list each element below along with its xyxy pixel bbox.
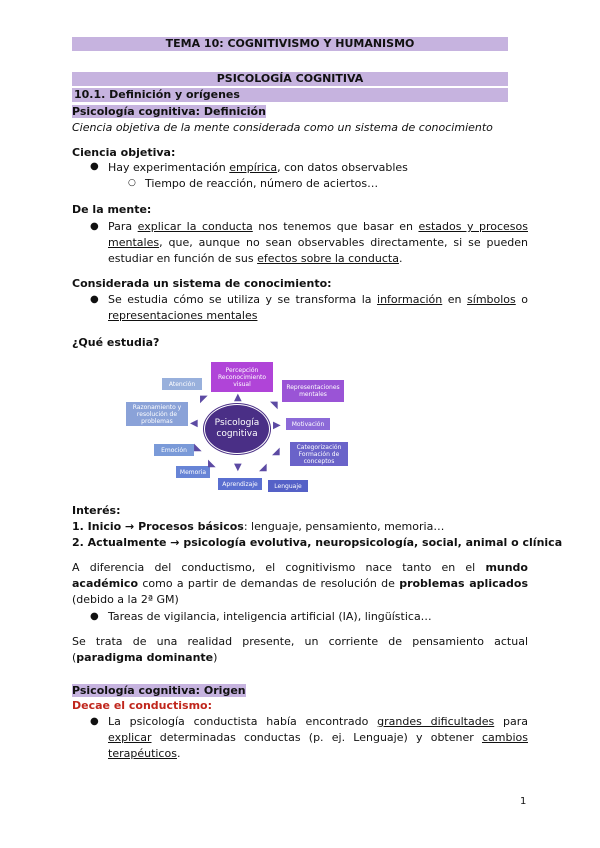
node-motivacion: Motivación (286, 418, 330, 430)
node-lenguaje: Lenguaje (268, 480, 308, 492)
arrow-up-left-icon: ◤ (200, 394, 208, 405)
node-razonamiento: Razonamiento y resolución de problemas (126, 402, 188, 426)
origen-paragraph: La psicología conductista había encontrado grandes dificultades para explicar determinadas conductas (p. ej. Lenguaje) y obtener cambios terapéuticos. (108, 715, 529, 760)
topic-title-bar: TEMA 10: COGNITIVISMO Y HUMANISMO (72, 37, 508, 51)
section-title-bar: PSICOLOGÍA COGNITIVA (72, 72, 508, 86)
mente-paragraph: Para explicar la conducta nos tenemos que basar en estados y procesos mentales, que, aunque no sean observables directamente, si se pueden estudiar en función de sus efectos sobre la conducta. (108, 220, 528, 265)
que-estudia-heading: ¿Qué estudia? (72, 336, 160, 349)
diferencia-bullet: Tareas de vigilancia, inteligencia artificial (IA), lingüística… (108, 610, 432, 623)
sistema-heading: Considerada un sistema de conocimiento: (72, 277, 332, 290)
bullet-icon: ● (90, 294, 99, 305)
diagram-center-node: Psicología cognitiva (204, 404, 270, 454)
diferencia-paragraph: A diferencia del conductismo, el cognitivismo nace tanto en el mundo académico como a partir de demandas de resolución de problemas aplicados (debido a la 2ª GM) (72, 561, 529, 606)
ciencia-bullet: Hay experimentación empírica, con datos observables (108, 161, 408, 174)
ciencia-sub-bullet: Tiempo de reacción, número de aciertos… (145, 177, 379, 190)
page-number: 1 (520, 796, 527, 807)
subsection-heading: 10.1. Definición y orígenes (72, 88, 508, 102)
node-representaciones: Representaciones mentales (282, 380, 344, 402)
mente-heading: De la mente: (72, 203, 152, 216)
arrow-down-left-icon: ◣ (194, 442, 202, 453)
definition-text: Ciencia objetiva de la mente considerada como un sistema de conocimiento (72, 121, 493, 134)
node-categorizacion: Categorización Formación de conceptos (290, 442, 348, 466)
definition-heading: Psicología cognitiva: Definición (72, 105, 266, 118)
bullet-icon: ● (90, 611, 99, 622)
arrow-right-icon: ▶ (273, 420, 281, 431)
bullet-icon: ● (90, 716, 99, 727)
interes-line-2: 2. Actualmente → psicología evolutiva, neuropsicología, social, animal o clínica (72, 536, 563, 549)
arrow-down-left-icon: ◣ (208, 458, 216, 469)
arrow-up-right-icon: ◥ (270, 400, 278, 411)
cognitive-psychology-diagram (120, 362, 350, 497)
decae-heading: Decae el conductismo: (72, 699, 213, 712)
circle-bullet-icon: ○ (128, 178, 136, 188)
origen-heading: Psicología cognitiva: Origen (72, 684, 246, 697)
arrow-down-right-icon: ◢ (272, 446, 280, 457)
interes-line-1: 1. Inicio → Procesos básicos: lenguaje, pensamiento, memoria… (72, 520, 445, 533)
bullet-icon: ● (90, 161, 99, 172)
ciencia-heading: Ciencia objetiva: (72, 146, 176, 159)
arrow-down-right-icon: ◢ (259, 462, 267, 473)
bullet-icon: ● (90, 221, 99, 232)
interes-heading: Interés: (72, 504, 121, 517)
realidad-paragraph: Se trata de una realidad presente, un corriente de pensamiento actual (paradigma dominante) (72, 635, 528, 664)
node-atencion: Atención (162, 378, 202, 390)
sistema-paragraph: Se estudia cómo se utiliza y se transforma la información en símbolos o representaciones mentales (108, 293, 529, 322)
arrow-up-icon: ▲ (234, 392, 242, 403)
node-memoria: Memoria (176, 466, 210, 478)
arrow-left-icon: ◀ (190, 418, 198, 429)
node-aprendizaje: Aprendizaje (218, 478, 262, 490)
node-percepcion: Percepción Reconocimiento visual (211, 362, 273, 392)
node-emocion: Emoción (154, 444, 194, 456)
arrow-down-icon: ▼ (234, 462, 242, 473)
